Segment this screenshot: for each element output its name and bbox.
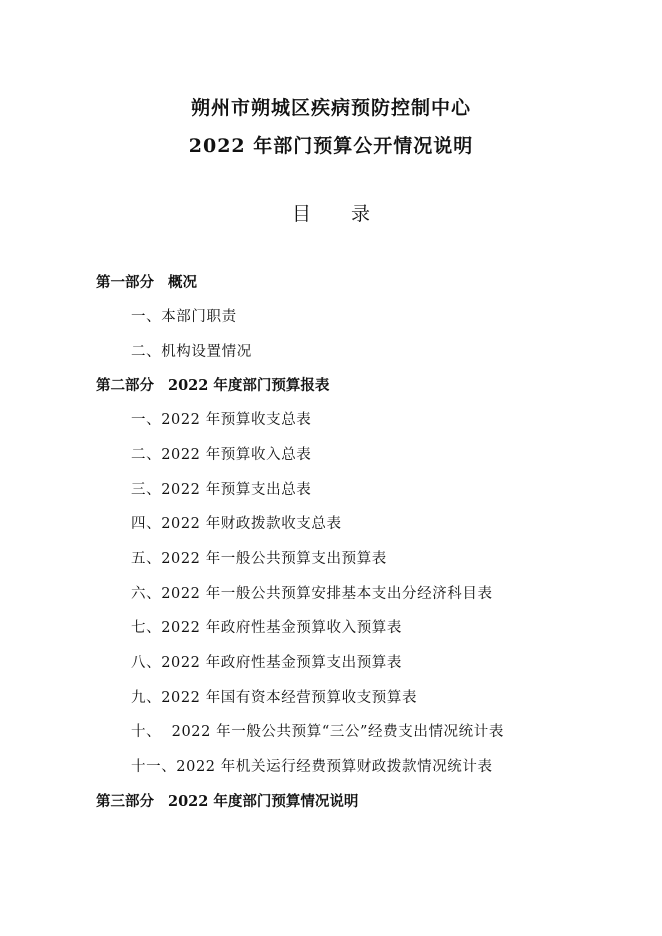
toc-item: 六、2022 年一般公共预算安排基本支出分经济科目表: [131, 586, 493, 602]
toc-item: 五、2022 年一般公共预算支出预算表: [131, 551, 387, 567]
toc-heading-char2: 录: [351, 203, 371, 225]
toc-part3-label: 第三部分: [96, 793, 154, 810]
toc-heading-char1: 目: [291, 203, 311, 225]
toc-item: 七、2022 年政府性基金预算收入预算表: [131, 620, 403, 636]
toc-item: 一、2022 年预算收支总表: [131, 412, 312, 428]
toc-item: 十一、2022 年机关运行经费预算财政拨款情况统计表: [131, 759, 493, 775]
toc-item: 一、本部门职责: [131, 309, 237, 325]
toc-item: 十、 2022 年一般公共预算“三公”经费支出情况统计表: [131, 724, 504, 740]
toc-part2-label: 第二部分: [96, 377, 154, 394]
toc-item: 九、2022 年国有资本经营预算收支预算表: [131, 690, 418, 706]
toc-item: 二、2022 年预算收入总表: [131, 447, 312, 463]
toc-part1-heading: [96, 271, 197, 292]
toc-item: 三、2022 年预算支出总表: [131, 482, 312, 498]
document-title-line1: 朔州市朔城区疾病预防控制中心: [190, 97, 471, 119]
toc-heading: [0, 199, 662, 226]
toc-part1-label: 第一部分: [96, 274, 154, 291]
toc-part1-title: 概况: [168, 274, 197, 291]
toc-part2-heading: [96, 374, 329, 395]
toc-part3-title: 2022 年度部门预算情况说明: [168, 793, 359, 810]
toc-item: 二、机构设置情况: [131, 344, 252, 360]
toc-item: 四、2022 年财政拨款收支总表: [131, 516, 342, 532]
toc-part3-heading: [96, 790, 358, 811]
document-title-line2: 2022 年部门预算公开情况说明: [188, 135, 474, 157]
toc-item: 八、2022 年政府性基金预算支出预算表: [131, 655, 403, 671]
toc-part2-title: 2022 年度部门预算报表: [168, 377, 330, 394]
